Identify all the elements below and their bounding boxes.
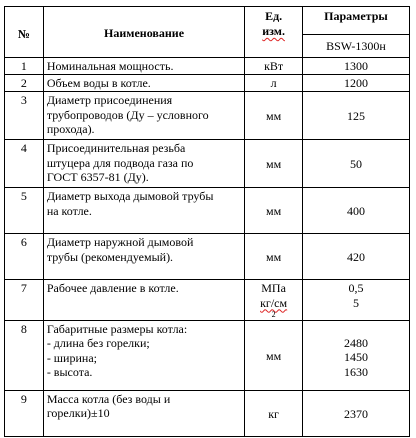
row-value-line: 1630	[343, 364, 368, 379]
row-name: Номинальная мощность.	[43, 58, 244, 75]
row-unit	[245, 280, 303, 321]
header-parameters: Параметры	[302, 7, 409, 35]
row-value-line: 5	[352, 295, 359, 310]
header-number: №	[5, 7, 44, 58]
row-number: 7	[5, 280, 44, 321]
row-name-line: - высота.	[46, 364, 93, 379]
header-row	[5, 7, 410, 35]
row-name-line: трубопроводов (Ду – условного	[46, 107, 209, 122]
row-unit: мм	[245, 188, 303, 234]
row-value	[302, 321, 409, 391]
row-name: Рабочее давление в котле.	[43, 280, 244, 321]
specifications-document	[4, 6, 410, 437]
row-unit-superscript: 2	[271, 309, 276, 319]
row-name-line: Габаритные размеры котла:	[46, 322, 188, 337]
row-number: 6	[5, 234, 44, 280]
row-value: 1300	[302, 58, 409, 75]
header-model: BSW-1300н	[302, 35, 409, 58]
row-name-line: - ширина;	[46, 350, 97, 365]
row-name-line: ГОСТ 6357-81 (Ду).	[46, 169, 149, 184]
row-name	[43, 321, 244, 391]
row-unit: л	[245, 75, 303, 92]
header-unit-line1: Ед.	[265, 9, 283, 23]
row-number: 8	[5, 321, 44, 391]
row-unit: кВт	[245, 58, 303, 75]
row-name	[43, 391, 244, 437]
table-row	[5, 280, 410, 321]
row-number: 4	[5, 140, 44, 188]
header-name: Наименование	[43, 7, 244, 58]
row-number: 5	[5, 188, 44, 234]
row-name-line: штуцера для подвода газа по	[46, 155, 194, 170]
row-number: 3	[5, 92, 44, 140]
row-unit: кг	[245, 391, 303, 437]
row-unit: мм	[245, 140, 303, 188]
row-number: 1	[5, 58, 44, 75]
row-name-line: Диаметр выхода дымовой трубы	[46, 189, 214, 204]
row-value	[302, 280, 409, 321]
table-row	[5, 140, 410, 188]
row-name	[43, 140, 244, 188]
table-row	[5, 75, 410, 92]
specifications-table	[4, 6, 410, 437]
row-unit-text: кг/см	[260, 295, 288, 310]
row-value: 2370	[302, 391, 409, 437]
row-unit-line	[248, 296, 299, 320]
row-number: 9	[5, 391, 44, 437]
row-unit: мм	[245, 234, 303, 280]
row-name-line: горелки)±10	[46, 406, 110, 421]
row-value: 420	[302, 234, 409, 280]
table-row	[5, 321, 410, 391]
row-name: Объем воды в котле.	[43, 75, 244, 92]
row-value: 125	[302, 92, 409, 140]
row-name-line: прохода).	[46, 121, 95, 136]
row-name-line: - длина без горелки;	[46, 336, 150, 351]
row-value: 50	[302, 140, 409, 188]
row-name-line: Масса котла (без воды и	[46, 392, 171, 407]
row-value: 1200	[302, 75, 409, 92]
row-name	[43, 92, 244, 140]
row-name	[43, 188, 244, 234]
table-row	[5, 188, 410, 234]
row-name-line: Диаметр наружной дымовой	[46, 235, 194, 250]
header-unit-line2: изм.	[262, 24, 285, 38]
header-unit	[245, 7, 303, 58]
row-value-line: 1450	[343, 350, 368, 365]
row-number: 2	[5, 75, 44, 92]
row-name-line: Присоединительная резьба	[46, 141, 186, 156]
row-unit-line: МПа	[261, 281, 286, 296]
row-value: 400	[302, 188, 409, 234]
row-name-line: трубы (рекомендуемый).	[46, 249, 174, 264]
row-name-line: Диаметр присоединения	[46, 93, 173, 108]
row-unit: мм	[245, 92, 303, 140]
row-unit: мм	[245, 321, 303, 391]
table-row	[5, 234, 410, 280]
row-name	[43, 234, 244, 280]
row-name-line: на котле.	[46, 203, 92, 218]
table-row	[5, 391, 410, 437]
table-row	[5, 92, 410, 140]
row-value-line: 2480	[343, 336, 368, 351]
row-value-line: 0,5	[348, 281, 364, 296]
table-row	[5, 58, 410, 75]
